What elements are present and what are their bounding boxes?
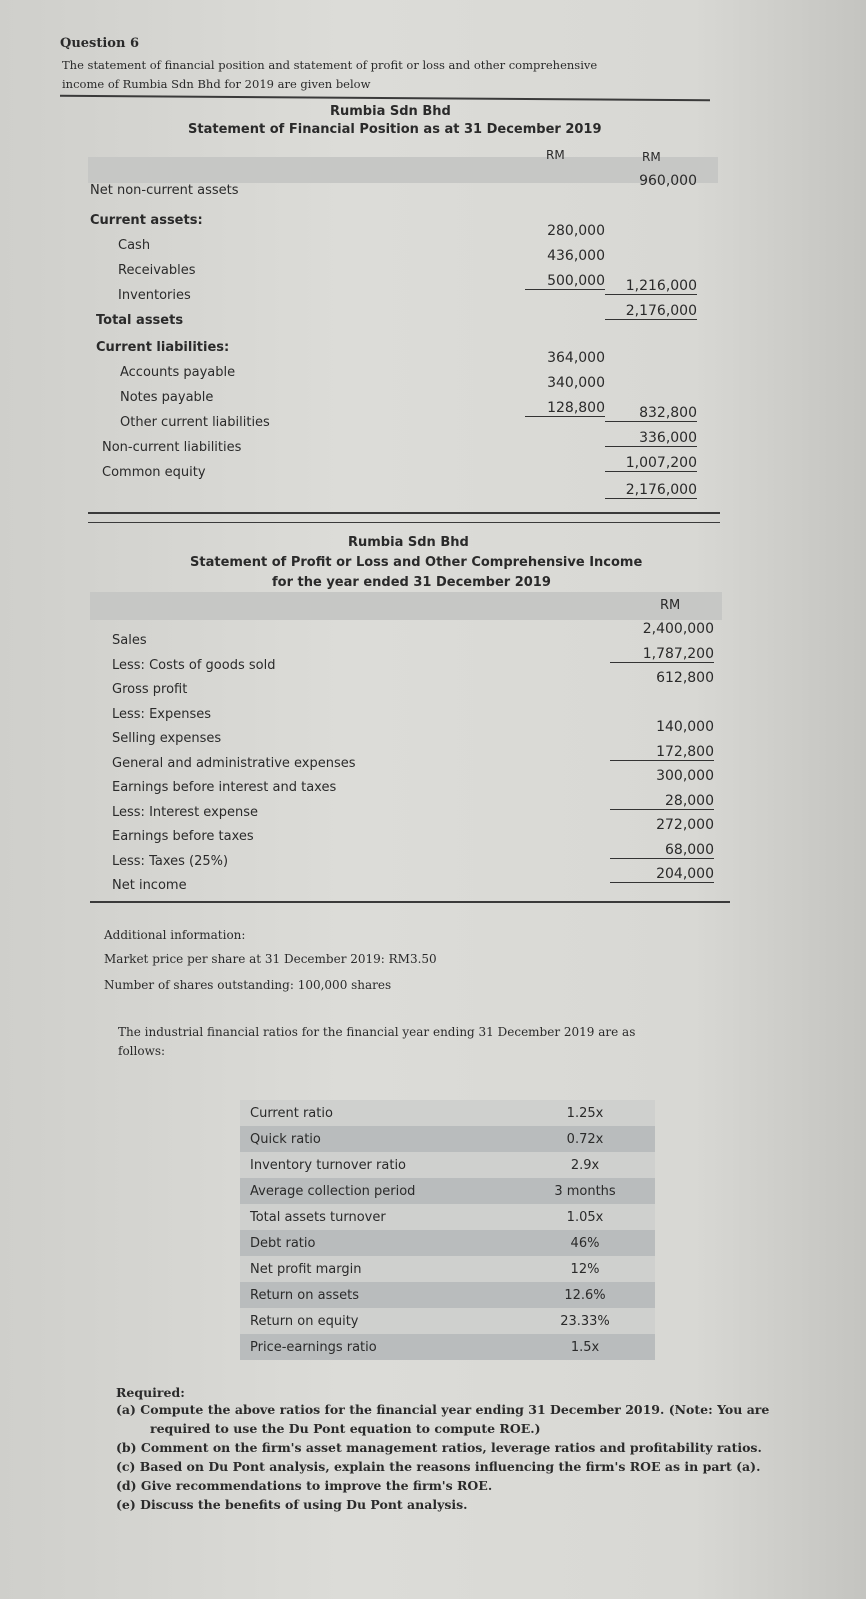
sopl-row-label: Less: Costs of goods sold xyxy=(112,657,276,673)
ratio-name: Return on assets xyxy=(250,1287,359,1303)
sofp-col1-value: 436,000 xyxy=(547,248,605,264)
sofp-col2: RM xyxy=(642,150,661,164)
industry-intro-2: follows: xyxy=(118,1044,166,1058)
sopl-row-label: Less: Taxes (25%) xyxy=(112,853,229,869)
divider xyxy=(88,512,720,514)
header-band xyxy=(90,592,722,620)
ratio-row xyxy=(240,1282,655,1308)
ratio-row xyxy=(240,1204,655,1230)
divider xyxy=(90,901,730,903)
sofp-row-label: Cash xyxy=(118,238,151,253)
ratio-value: 3 months xyxy=(554,1183,616,1199)
required-c: (c) Based on Du Pont analysis, explain the reasons influencing the firm's ROE as in part (a). xyxy=(116,1459,761,1474)
ratio-name: Return on equity xyxy=(250,1313,359,1329)
sopl-company: Rumbia Sdn Bhd xyxy=(348,535,469,550)
required-a-line1: (a) Compute the above ratios for the financial year ending 31 December 2019. (Note: You are xyxy=(116,1402,770,1417)
required-d: (d) Give recommendations to improve the firm's ROE. xyxy=(116,1478,493,1493)
sopl-value: 172,800 xyxy=(610,744,714,761)
sofp-col2-value: 1,216,000 xyxy=(605,278,697,295)
sopl-value: 28,000 xyxy=(610,793,714,810)
sofp-row-label: Inventories xyxy=(118,288,191,303)
sofp-col2-value: 336,000 xyxy=(605,430,697,447)
ratio-name: Inventory turnover ratio xyxy=(250,1157,407,1173)
sopl-subtitle: for the year ended 31 December 2019 xyxy=(272,575,551,590)
sofp-row-label: Net non-current assets xyxy=(90,183,239,198)
ratio-value: 1.5x xyxy=(570,1339,600,1355)
required-e: (e) Discuss the benefits of using Du Pont analysis. xyxy=(116,1497,468,1512)
ratio-value: 12.6% xyxy=(564,1287,606,1303)
sofp-col1-value: 364,000 xyxy=(547,350,605,366)
ratio-row xyxy=(240,1334,655,1360)
ratio-value: 1.25x xyxy=(566,1105,604,1121)
sofp-row-label: Current assets: xyxy=(90,213,203,228)
sofp-col2-value: 1,007,200 xyxy=(605,455,697,472)
sofp-col1: RM xyxy=(546,148,565,162)
intro-line-1: The statement of financial position and statement of profit or loss and other comprehensive xyxy=(62,58,598,72)
required-a-line2: required to use the Du Pont equation to compute ROE.) xyxy=(150,1421,541,1436)
sofp-row-label: Current liabilities: xyxy=(96,340,230,355)
sofp-title: Statement of Financial Position as at 31 December 2019 xyxy=(188,122,602,137)
sofp-row-label: Common equity xyxy=(102,465,206,480)
sopl-row-label: Selling expenses xyxy=(112,731,222,746)
sopl-value: 140,000 xyxy=(656,719,714,735)
ratio-row xyxy=(240,1100,655,1126)
sopl-value: 1,787,200 xyxy=(610,646,714,663)
ratio-value: 0.72x xyxy=(566,1131,604,1147)
ratio-value: 12% xyxy=(570,1261,600,1277)
sopl-value: 204,000 xyxy=(610,866,714,883)
ratio-name: Average collection period xyxy=(250,1183,416,1199)
ratio-row xyxy=(240,1308,655,1334)
ratio-value: 23.33% xyxy=(560,1313,610,1329)
sopl-row-label: General and administrative expenses xyxy=(112,755,356,771)
ratio-name: Debt ratio xyxy=(250,1235,316,1251)
sopl-row-label: Earnings before interest and taxes xyxy=(112,780,337,795)
sofp-row-label: Notes payable xyxy=(120,390,214,405)
sopl-row-label: Less: Expenses xyxy=(112,706,212,722)
sopl-row-label: Net income xyxy=(112,878,187,893)
sofp-col2-value: 832,800 xyxy=(605,405,697,422)
ratio-value: 2.9x xyxy=(570,1157,600,1173)
question-label: Question 6 xyxy=(60,36,140,51)
additional-heading: Additional information: xyxy=(104,928,246,942)
sopl-value: 300,000 xyxy=(656,768,714,784)
sofp-row-label: Accounts payable xyxy=(120,365,236,380)
ratio-value: 1.05x xyxy=(566,1209,604,1225)
ratio-row xyxy=(240,1178,655,1204)
industry-ratios-table xyxy=(240,1100,655,1360)
ratio-name: Current ratio xyxy=(250,1105,333,1121)
divider xyxy=(88,522,720,523)
required-heading: Required: xyxy=(116,1385,185,1400)
market-price: Market price per share at 31 December 2019: RM3.50 xyxy=(104,952,437,966)
sopl-row-label: Less: Interest expense xyxy=(112,804,259,820)
sofp-col1-value: 280,000 xyxy=(547,223,605,239)
ratio-name: Quick ratio xyxy=(250,1131,321,1147)
sofp-col1-value: 500,000 xyxy=(525,273,605,290)
sofp-row-label: Non-current liabilities xyxy=(102,440,242,455)
sofp-col1-value: 128,800 xyxy=(525,400,605,417)
sofp-col2-value: 960,000 xyxy=(639,173,697,189)
shares-outstanding: Number of shares outstanding: 100,000 shares xyxy=(104,978,392,992)
sofp-col2-value: 2,176,000 xyxy=(605,482,697,499)
sofp-row-label: Total assets xyxy=(96,313,184,328)
ratio-name: Net profit margin xyxy=(250,1261,362,1277)
sofp-row-label: Other current liabilities xyxy=(120,415,270,430)
sopl-row-label: Earnings before taxes xyxy=(112,829,254,844)
intro-line-2: income of Rumbia Sdn Bhd for 2019 are given below xyxy=(62,77,371,91)
sofp-col1-value: 340,000 xyxy=(547,375,605,391)
sopl-row-label: Gross profit xyxy=(112,682,188,697)
ratio-value: 46% xyxy=(570,1235,600,1251)
sopl-value: 272,000 xyxy=(656,817,714,833)
sofp-row-label: Receivables xyxy=(118,263,196,278)
sopl-value: 612,800 xyxy=(656,670,714,686)
ratio-name: Price-earnings ratio xyxy=(250,1339,377,1355)
sopl-row-label: Sales xyxy=(112,633,147,648)
sopl-col: RM xyxy=(660,598,681,613)
sopl-value: 2,400,000 xyxy=(642,621,714,637)
industry-intro-1: The industrial financial ratios for the financial year ending 31 December 2019 are as xyxy=(118,1025,636,1039)
sopl-value: 68,000 xyxy=(610,842,714,859)
required-b: (b) Comment on the firm's asset management ratios, leverage ratios and profitability ratios. xyxy=(116,1440,762,1455)
ratio-name: Total assets turnover xyxy=(250,1209,386,1225)
ratio-row xyxy=(240,1256,655,1282)
sofp-company: Rumbia Sdn Bhd xyxy=(330,104,451,119)
sopl-title: Statement of Profit or Loss and Other Comprehensive Income xyxy=(190,555,643,570)
sofp-col2-value: 2,176,000 xyxy=(605,303,697,320)
ratio-row xyxy=(240,1152,655,1178)
ratio-row xyxy=(240,1126,655,1152)
ratio-row xyxy=(240,1230,655,1256)
